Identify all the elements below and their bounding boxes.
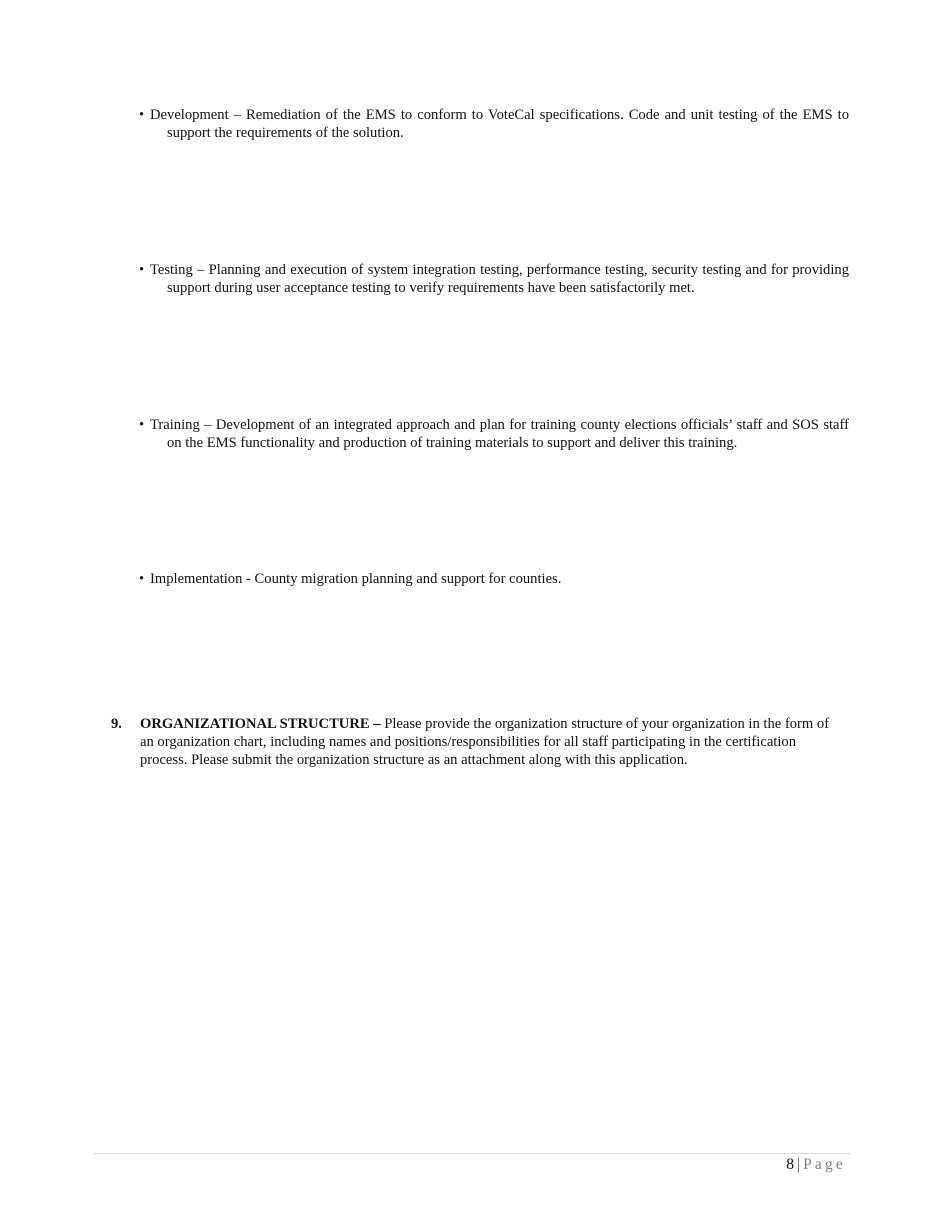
page-number: 8 [786,1156,794,1173]
page-footer [786,1156,846,1174]
bullet-icon: • [139,571,145,587]
section-body [140,715,831,769]
section-heading: ORGANIZATIONAL STRUCTURE – [140,716,381,732]
bullet-training-text: Training – Development of an integrated approach and plan for training county elections officials’ staff and SOS staff on the EMS functionality and production of training materials to support and deliver this training. [150,417,849,451]
bullet-testing [139,261,849,297]
bullet-icon: • [139,107,145,123]
footer-divider [93,1153,851,1154]
bullet-development-text: Development – Remediation of the EMS to conform to VoteCal specifications. Code and unit testing of the EMS to support the requirements of the solution. [150,107,849,141]
page-label: Page [803,1156,846,1173]
bullet-implementation-text: Implementation - County migration planning and support for counties. [150,571,562,587]
bullet-development [139,106,849,142]
section-text: Please provide the organization structure of your organization in the form of an organization chart, including names and positions/responsibilities for all staff participating in the certification process. Please submit the organization structure as an attachment along with this application. [140,716,830,768]
section-organizational-structure [111,715,831,769]
footer-separator: | [796,1156,801,1173]
bullet-implementation [139,570,849,588]
section-number: 9. [111,716,122,732]
bullet-training [139,416,849,452]
bullet-icon: • [139,417,145,433]
bullet-testing-text: Testing – Planning and execution of system integration testing, performance testing, security testing and for providing support during user acceptance testing to verify requirements have been satisfactorily met. [150,262,849,296]
bullet-icon: • [139,262,145,278]
